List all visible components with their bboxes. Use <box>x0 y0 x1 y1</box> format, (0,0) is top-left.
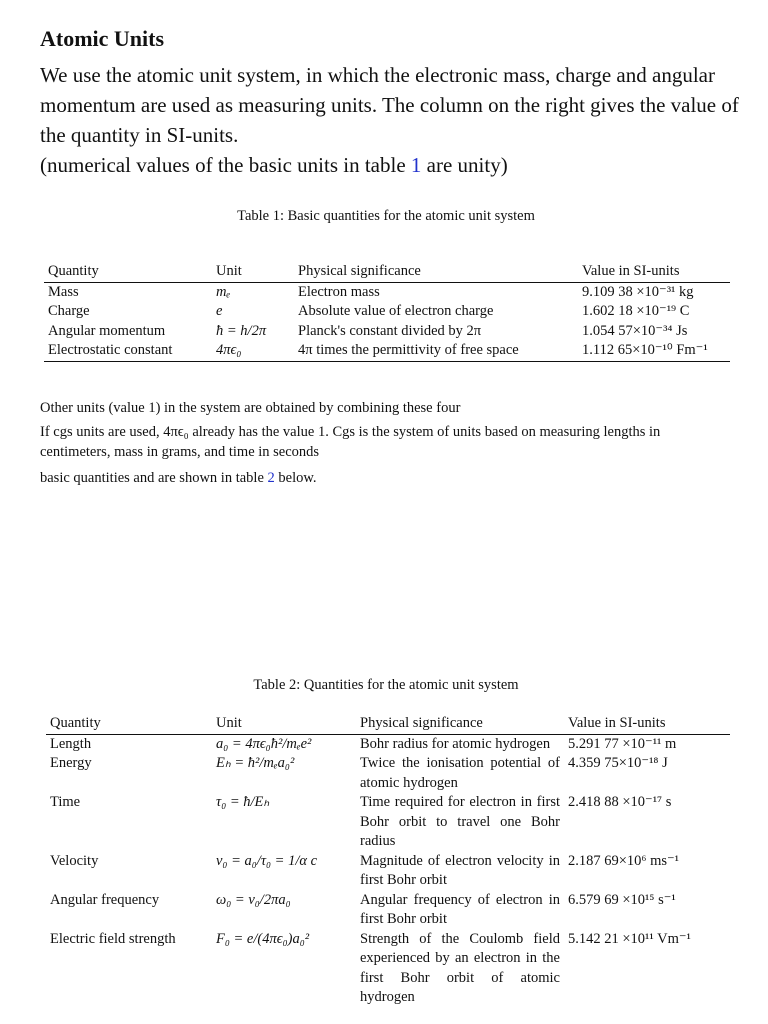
table-row <box>44 282 730 302</box>
cell-quantity: Charge <box>48 303 90 319</box>
cell-unit <box>212 322 294 342</box>
unit-text: v₀ = a₀/τ₀ = 1/α c <box>216 852 318 869</box>
cell-significance: Planck's constant divided by 2π <box>298 322 482 339</box>
cell-value: 1.602 18 ×10⁻¹⁹ C <box>582 303 690 319</box>
table-row <box>46 734 730 754</box>
unit-text: F₀ = e/(4πϵ₀)a₀² <box>216 930 310 947</box>
cell-quantity: Length <box>50 735 92 752</box>
table-1-link[interactable]: 1 <box>410 153 422 177</box>
paragraph-3-suffix: below. <box>274 470 317 486</box>
intro-line-1: We use the atomic unit system, in which the electronic mass, charge and angular momentum are used as measuring units. The column on the right gives the value of the quantity in SI-units. <box>40 63 739 147</box>
cell-unit <box>212 754 356 793</box>
cell-unit <box>212 793 356 852</box>
cell-value: 9.109 38 ×10⁻³¹ kg <box>582 283 694 300</box>
paragraph-3-prefix: basic quantities and are shown in table <box>40 470 268 486</box>
paragraph-1: Other units (value 1) in the system are obtained by combining these four <box>40 400 461 416</box>
cell-quantity: Energy <box>50 755 92 771</box>
cell-significance: Twice the ionisation potential of atomic hydrogen <box>360 755 560 791</box>
cell-value: 2.418 88 ×10⁻¹⁷ s <box>568 794 672 810</box>
cell-significance: Magnitude of electron velocity in first Bohr orbit <box>360 852 560 888</box>
cell-unit <box>212 341 294 361</box>
cell-unit <box>212 282 294 302</box>
cell-quantity: Angular momentum <box>48 322 166 339</box>
cell-value: 5.291 77 ×10⁻¹¹ m <box>568 735 677 752</box>
cell-unit <box>212 852 356 891</box>
page-title: Atomic Units <box>40 26 165 51</box>
unit-text: mₑ <box>216 283 231 300</box>
paragraph-3 <box>40 468 732 488</box>
cell-value: 2.187 69×10⁶ ms⁻¹ <box>568 852 680 869</box>
intro-paragraph <box>40 60 740 180</box>
table-2-caption: Table 2: Quantities for the atomic unit system <box>253 677 519 693</box>
body-paragraphs <box>40 398 732 488</box>
table-row <box>44 341 730 361</box>
table-row <box>46 891 730 930</box>
cell-quantity: Velocity <box>50 852 99 869</box>
table-1-header-row <box>44 262 730 282</box>
unit-text: ħ = h/2π <box>216 322 267 339</box>
table-2-header-value: Value in SI-units <box>564 714 730 734</box>
cell-quantity: Electrostatic constant <box>48 342 173 358</box>
table-1-header-value: Value in SI-units <box>578 262 730 282</box>
table-1-header-unit: Unit <box>212 262 294 282</box>
table-row <box>46 930 730 1008</box>
cell-unit <box>212 930 356 1008</box>
table-row <box>46 754 730 793</box>
cell-quantity: Angular frequency <box>50 891 160 908</box>
paragraph-2: If cgs units are used, 4πϵ₀ already has the value 1. Cgs is the system of units based on measuring lengths in centimeters, mass in grams, and time in seconds <box>40 424 661 460</box>
unit-text: a₀ = 4πϵ₀ħ²/mₑe² <box>216 735 312 752</box>
unit-text: Eₕ = ħ²/mₑa₀² <box>216 755 295 771</box>
cell-value: 4.359 75×10⁻¹⁸ J <box>568 755 668 771</box>
intro-line-2-prefix: (numerical values of the basic units in table <box>40 153 411 177</box>
table-2-header-row <box>46 714 730 734</box>
intro-line-2 <box>40 150 740 180</box>
table-2 <box>46 714 730 1008</box>
cell-value: 5.142 21 ×10¹¹ Vm⁻¹ <box>568 930 691 947</box>
unit-text: τ₀ = ħ/Eₕ <box>216 794 270 810</box>
cell-value: 1.112 65×10⁻¹⁰ Fm⁻¹ <box>582 342 708 358</box>
cell-significance: 4π times the permittivity of free space <box>298 342 519 358</box>
table-1-caption: Table 1: Basic quantities for the atomic unit system <box>237 208 535 224</box>
cell-significance: Bohr radius for atomic hydrogen <box>360 735 551 752</box>
unit-text: 4πϵ₀ <box>216 342 242 358</box>
cell-significance: Absolute value of electron charge <box>298 303 494 319</box>
cell-value: 1.054 57×10⁻³⁴ Js <box>582 322 688 339</box>
cell-value: 6.579 69 ×10¹⁵ s⁻¹ <box>568 891 676 908</box>
cell-significance: Electron mass <box>298 283 380 300</box>
cell-unit <box>212 891 356 930</box>
cell-significance: Strength of the Coulomb field experienced by an electron in the first Bohr orbit of atomic hydrogen <box>360 930 560 1005</box>
table-2-header-quantity: Quantity <box>46 714 212 734</box>
table-2-header-significance: Physical significance <box>356 714 564 734</box>
cell-unit <box>212 302 294 322</box>
intro-line-2-suffix: are unity) <box>421 153 508 177</box>
unit-text: ω₀ = v₀/2πa₀ <box>216 891 291 908</box>
cell-quantity: Electric field strength <box>50 930 176 947</box>
table-row <box>44 302 730 322</box>
table-2-link[interactable]: 2 <box>267 470 275 486</box>
table-row <box>46 852 730 891</box>
cell-quantity: Time <box>50 794 81 810</box>
table-2-header-unit: Unit <box>212 714 356 734</box>
table-1-header-significance: Physical significance <box>294 262 578 282</box>
cell-quantity: Mass <box>48 283 79 300</box>
table-1-header-quantity: Quantity <box>44 262 212 282</box>
cell-significance: Time required for electron in first Bohr orbit to travel one Bohr radius <box>360 794 560 849</box>
table-row <box>44 322 730 342</box>
cell-unit <box>212 734 356 754</box>
cell-significance: Angular frequency of electron in first Bohr orbit <box>360 891 560 927</box>
table-1 <box>44 262 730 362</box>
unit-text: e <box>216 303 223 319</box>
table-row <box>46 793 730 852</box>
